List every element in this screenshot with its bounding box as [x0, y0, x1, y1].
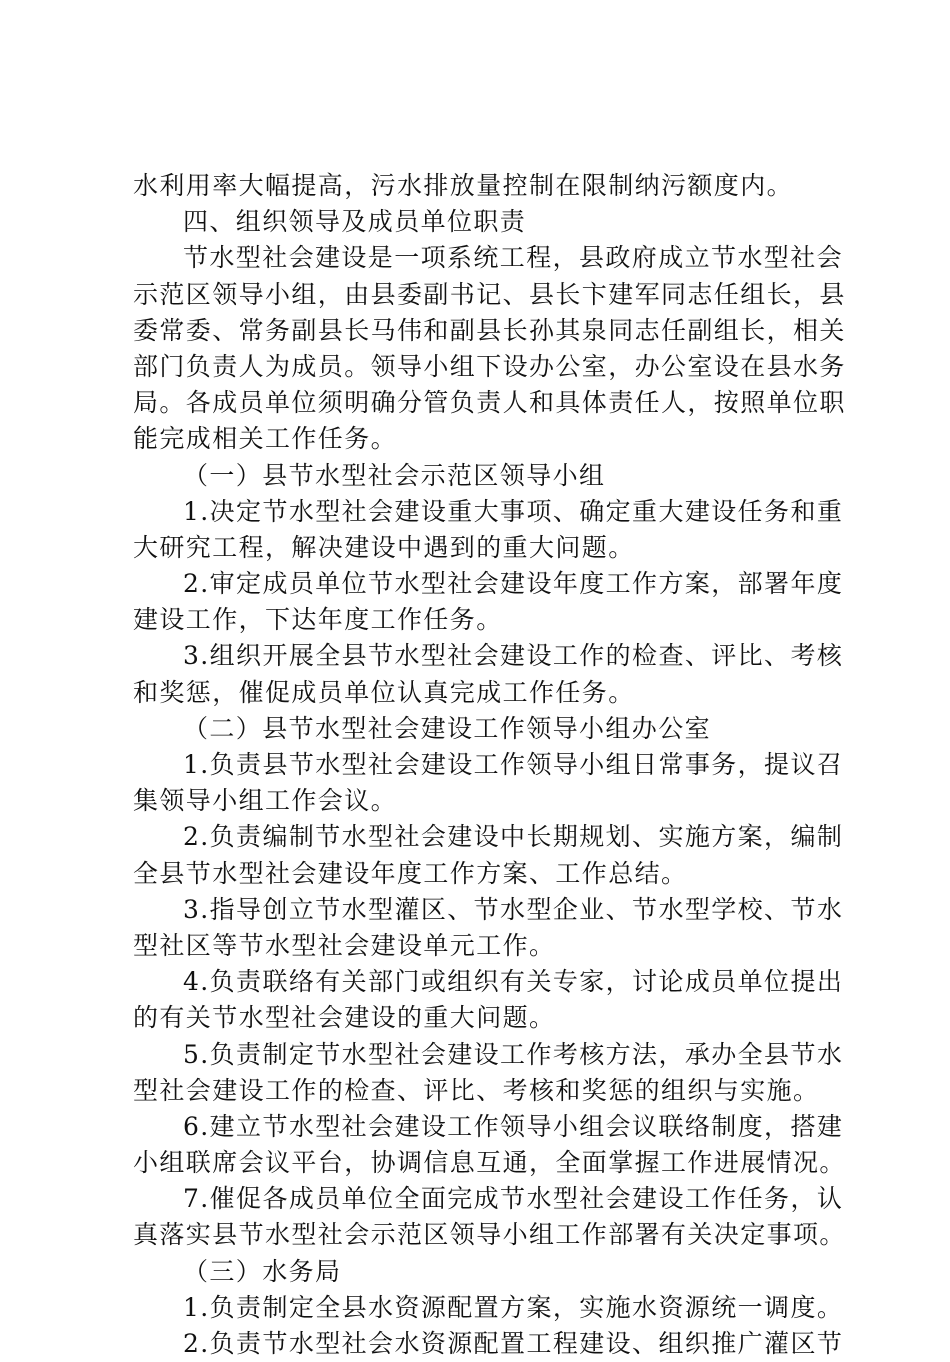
text-line: 真落实县节水型社会示范区领导小组工作部署有关决定事项。 — [133, 1220, 846, 1250]
text-line: 5.负责制定节水型社会建设工作考核方法，承办全县节水 — [183, 1039, 844, 1069]
text-line: 型社会建设工作的检查、评比、考核和奖惩的组织与实施。 — [133, 1075, 820, 1105]
text-line: 节水型社会建设是一项系统工程，县政府成立节水型社会 — [183, 243, 844, 273]
text-line: 水利用率大幅提高，污水排放量控制在限制纳污额度内。 — [133, 171, 794, 200]
text-line: 的有关节水型社会建设的重大问题。 — [133, 1003, 556, 1033]
text-line: 3.指导创立节水型灌区、节水型企业、节水型学校、节水 — [183, 894, 844, 924]
document-body — [133, 168, 846, 1362]
subsection-heading: （三）水务局 — [183, 1256, 342, 1286]
text-line: 示范区领导小组，由县委副书记、县长卞建军同志任组长，县 — [133, 279, 846, 309]
text-line: 和奖惩，催促成员单位认真完成工作任务。 — [133, 677, 635, 707]
text-line: 部门负责人为成员。领导小组下设办公室，办公室设在县水务 — [133, 351, 846, 381]
text-line: 委常委、常务副县长马伟和副县长孙其泉同志任副组长，相关 — [133, 315, 846, 345]
text-line: 建设工作，下达年度工作任务。 — [133, 605, 503, 635]
text-line: 6.建立节水型社会建设工作领导小组会议联络制度，搭建 — [183, 1111, 844, 1141]
text-line: 2.负责节水型社会水资源配置工程建设、组织推广灌区节 — [183, 1329, 844, 1358]
text-line: 1.负责县节水型社会建设工作领导小组日常事务，提议召 — [183, 750, 844, 779]
text-line: 全县节水型社会建设年度工作方案、工作总结。 — [133, 858, 688, 888]
text-line: 1.决定节水型社会建设重大事项、确定重大建设任务和重 — [183, 496, 844, 526]
text-line: 2.负责编制节水型社会建设中长期规划、实施方案，编制 — [183, 822, 844, 852]
text-line: 1.负责制定全县水资源配置方案，实施水资源统一调度。 — [183, 1292, 844, 1322]
subsection-heading: （一）县节水型社会示范区领导小组 — [183, 460, 606, 490]
text-line: 小组联席会议平台，协调信息互通，全面掌握工作进展情况。 — [133, 1148, 846, 1178]
text-line: 4.负责联络有关部门或组织有关专家，讨论成员单位提出 — [183, 967, 844, 997]
text-line: 2.审定成员单位节水型社会建设年度工作方案，部署年度 — [183, 569, 844, 599]
text-line: 3.组织开展全县节水型社会建设工作的检查、评比、考核 — [183, 641, 844, 671]
section-heading: 四、组织领导及成员单位职责 — [183, 207, 527, 237]
text-line: 7.催促各成员单位全面完成节水型社会建设工作任务，认 — [183, 1184, 844, 1214]
text-line: 局。各成员单位须明确分管负责人和具体责任人，按照单位职 — [133, 388, 846, 418]
text-line: 能完成相关工作任务。 — [133, 424, 398, 454]
text-line: 大研究工程，解决建设中遇到的重大问题。 — [133, 532, 635, 562]
text-line: 集领导小组工作会议。 — [133, 786, 398, 816]
subsection-heading: （二）县节水型社会建设工作领导小组办公室 — [183, 713, 712, 743]
text-line: 型社区等节水型社会建设单元工作。 — [133, 930, 556, 960]
